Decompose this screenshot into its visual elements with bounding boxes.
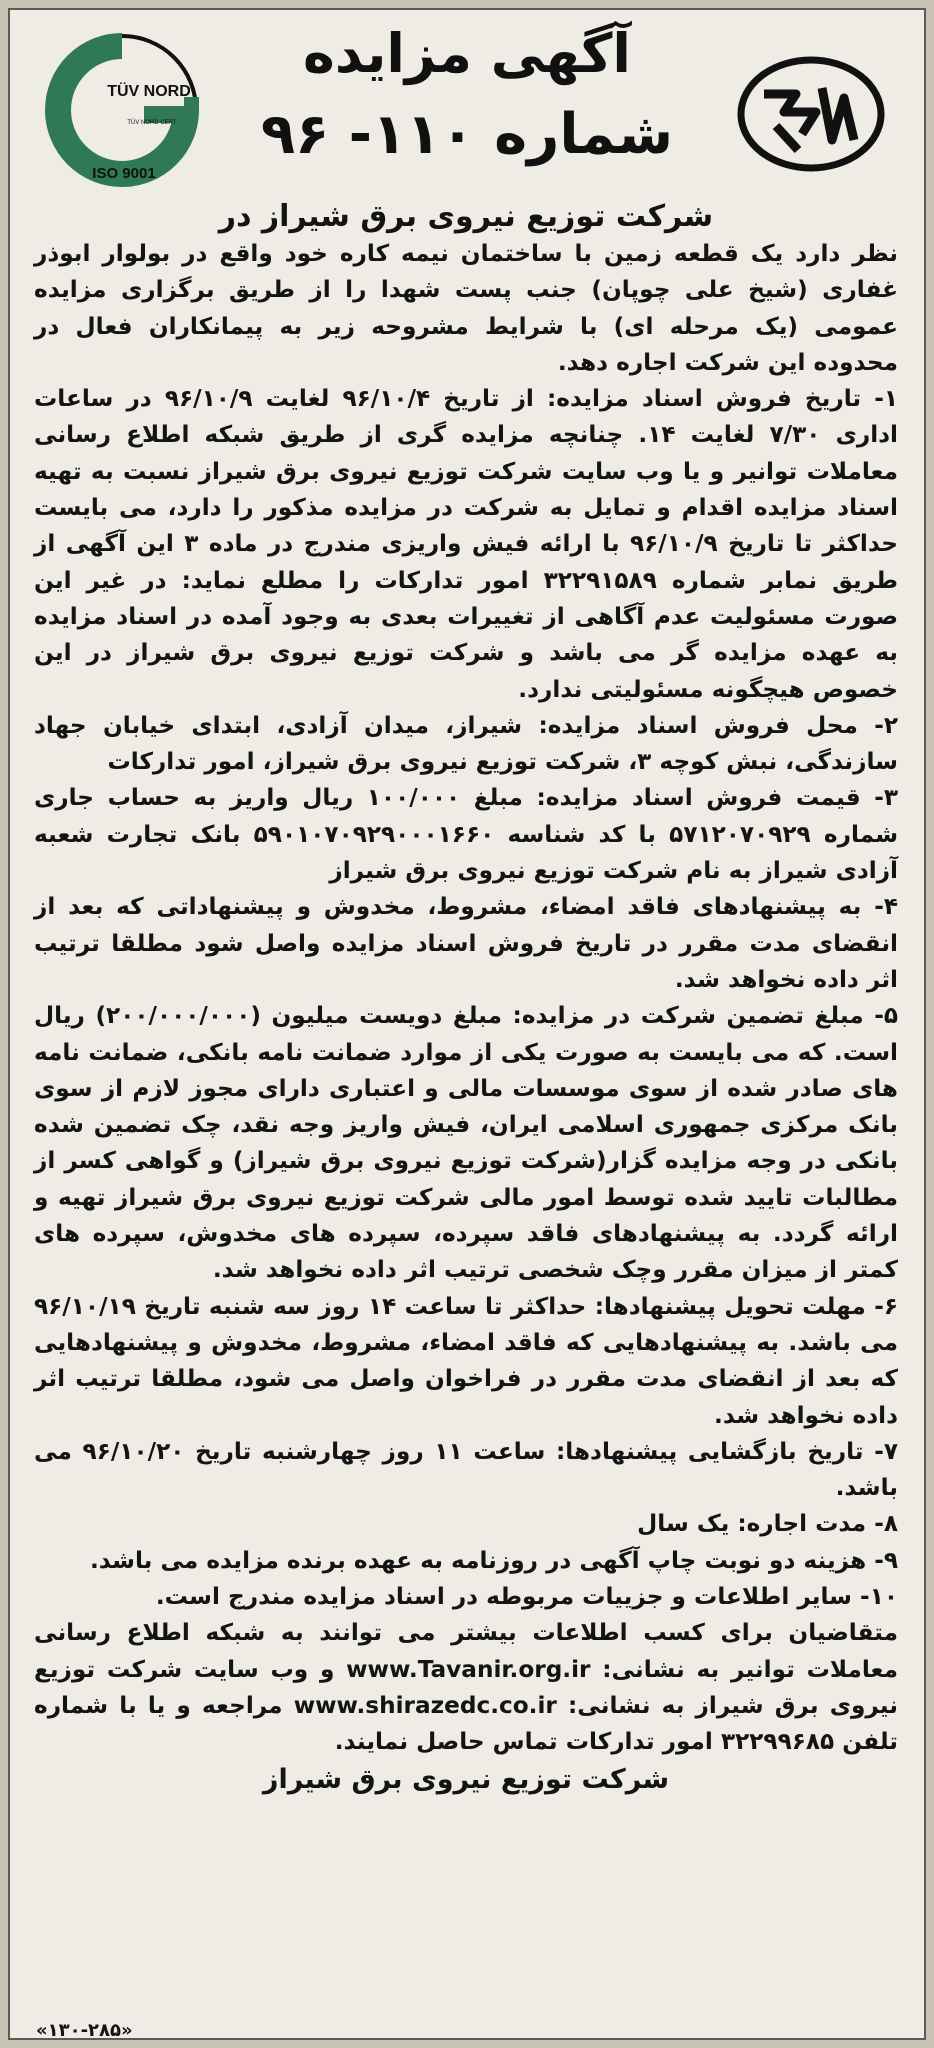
tuv-iso-logo-icon — [44, 32, 200, 188]
item-2-heading: ۲- محل فروش اسناد مزایده: — [538, 711, 898, 739]
closing-paragraph: متقاضیان برای کسب اطلاعات بیشتر می توانند به شبکه اطلاع رسانی معاملات توانیر به نشانی: www.Tavanir.org.ir و وب سایت شرکت توزیع نیروی برق شیراز به نشانی: www.shirazedc.co.ir مراجعه و یا با شماره تلفن ۳۲۲۹۹۶۸۵ امور تدارکات تماس حاصل نمایند. — [34, 1619, 898, 1756]
item-6-heading: ۶- مهلت تحویل پیشنهادها: — [594, 1292, 898, 1320]
item-1-text: از تاریخ ۹۶/۱۰/۴ لغایت ۹۶/۱۰/۹ در ساعات اداری ۷/۳۰ لغایت ۱۴. چنانچه مزایده گری از طریق شبکه اطلاع رسانی معاملات توانیر و یا وب سایت شرکت توزیع نیروی برق شیراز نسبت به تهیه اسناد مزایده اقدام و تمایل به شرکت در مزایده مذکور را دارد، می بایست حداکثر تا تاریخ ۹۶/۱۰/۹ با ارائه فیش واریزی مندرج در ماده ۳ این آگهی از طریق نمابر شماره ۳۲۲۹۱۵۸۹ امور تدارکات را مطلع نماید: در غیر این صورت مسئولیت عدم آگاهی از تغییرات بعدی به وجود آمده در اسناد مزایده به عهده مزایده گر می باشد و شرکت توزیع نیروی برق شیراز در این خصوص هیچگونه مسئولیتی ندارد. — [34, 385, 899, 703]
item-6-text: حداکثر تا ساعت ۱۴ روز سه شنبه تاریخ ۹۶/۱۰/۱۹ می باشد. به پیشنهادهایی که فاقد امضاء، مشروط، مخدوش و پیشنهادهایی که بعد از انقضای مدت مقرر در فراخوان واصل می شود، مطلقا ترتیب اثر داده نخواهد شد. — [34, 1292, 898, 1429]
ad-header — [10, 10, 924, 210]
item-2 — [34, 708, 898, 781]
item-2-text: شیراز، میدان آزادی، ابتدای خیابان جهاد سازندگی، نبش کوچه ۳، شرکت توزیع نیروی برق شیراز، امور تدارکات — [34, 711, 898, 776]
item-10: ۱۰- سایر اطلاعات و جزییات مربوطه در اسناد مزایده مندرج است. — [155, 1582, 898, 1610]
item-6 — [34, 1289, 898, 1434]
ad-number: شماره ۱۱۰- ۹۶ — [260, 102, 674, 167]
item-8: ۸- مدت اجاره: یک سال — [637, 1510, 898, 1538]
item-3 — [34, 780, 898, 889]
newspaper-ad — [8, 8, 926, 2040]
item-4-text: به پیشنهادهای فاقد امضاء، مشروط، مخدوش و پیشنهاداتی که بعد از انقضای مدت مقرر در تاریخ فروش اسناد مزایده واصل شود مطلقا ترتیب اثر داده نخواهد شد. — [34, 893, 898, 993]
intro-company-line: شرکت توزیع نیروی برق شیراز در — [218, 199, 714, 234]
item-4 — [34, 889, 898, 998]
item-7-heading: ۷- تاریخ بازگشایی پیشنهادها: — [556, 1437, 898, 1465]
tuv-logo-text: TÜV NORD — [107, 83, 191, 100]
item-7 — [34, 1434, 898, 1507]
item-5-text: (۲۰۰/۰۰۰/۰۰۰) ریال است. که می بایست به صورت یکی از موارد ضمانت نامه بانکی، ضمانت نامه های صادر شده از سوی موسسات مالی و اعتباری دارای مجوز لازم از سوی بانک مرکزی جمهوری اسلامی ایران، فیش واریز وجه نقد، چک تضمین شده بانکی در وجه مزایده گزار(شرکت توزیع نیروی برق شیراز) و گواهی کسر از مطالبات تایید شده توسط امور مالی شرکت توزیع نیروی برق شیراز تهیه و ارائه گردد. به پیشنهادهای فاقد سپرده، سپرده های مخدوش، سپرده های کمتر از میزان مقرر وچک شخصی ترتیب اثر داده نخواهد شد. — [34, 1002, 898, 1284]
item-5-heading: ۵- مبلغ تضمین شرکت در مزایده: مبلغ دویست میلیون — [271, 1002, 898, 1030]
ad-body — [34, 198, 898, 1799]
ad-title: آگهی مزایده — [303, 22, 631, 85]
item-9: ۹- هزینه دو نوبت چاپ آگهی در روزنامه به عهده برنده مزایده می باشد. — [89, 1546, 898, 1574]
item-4-heading: ۴- — [874, 893, 898, 921]
item-5 — [34, 998, 898, 1288]
signature: شرکت توزیع نیروی برق شیراز — [262, 1764, 670, 1796]
item-1-heading: ۱- تاریخ فروش اسناد مزایده: — [546, 385, 898, 413]
intro-paragraph: نظر دارد یک قطعه زمین با ساختمان نیمه کاره خود واقع در بولوار ابوذر غفاری (شیخ علی چوپان) جنب پست شهدا را از طریق برگزاری مزایده عمومی (یک مرحله ای) با شرایط مشروحه زیر به پیمانکاران فعال در محدوده این شرکت اجاره دهد. — [34, 240, 898, 376]
item-3-text: مبلغ ۱۰۰/۰۰۰ ریال واریز به حساب جاری شماره ۵۷۱۲۰۷۰۹۲۹ با کد شناسه ۵۹۰۱۰۷۰۹۲۹۰۰۰۱۶۶۰ بانک تجارت شعبه آزادی شیراز به نام شرکت توزیع نیروی برق شیراز — [34, 784, 898, 885]
ad-code: «۱۳۰-۲۸۵» — [36, 2020, 133, 2040]
iso-text: ISO 9001 — [92, 165, 156, 182]
item-1 — [34, 381, 898, 708]
item-7-text: ساعت ۱۱ روز چهارشنبه تاریخ ۹۶/۱۰/۲۰ می باشد. — [34, 1437, 898, 1502]
tuv-logo-small-text: TÜV NORD CERT — [127, 120, 177, 126]
item-3-heading: ۳- قیمت فروش اسناد مزایده: — [536, 784, 898, 812]
